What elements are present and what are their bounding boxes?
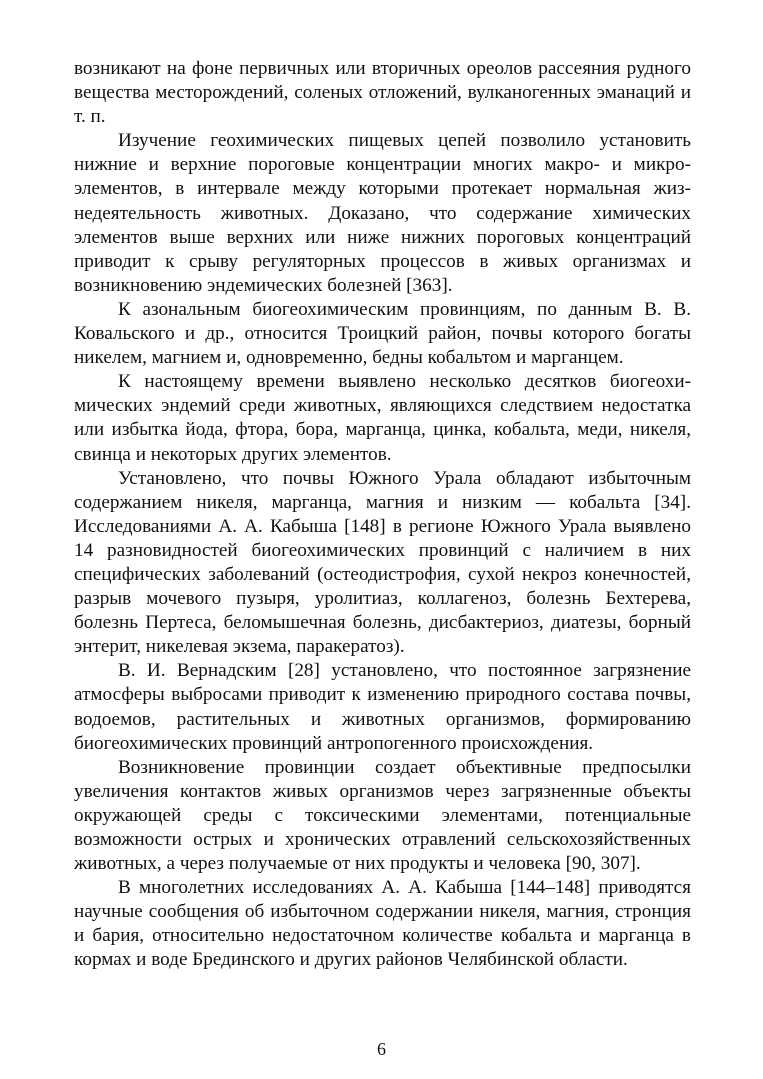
paragraph-4: К настоящему времени выявлено несколько десятков биогеохимических эндемий среди животных, являющихся следствием недостатка или избытка йода, фтора, бора, марганца, цинка, кобальта, меди, никеля, свинца и некоторых других элементов. xyxy=(74,371,691,465)
paragraph-6: В. И. Вернадским [28] установлено, что постоянное загрязнение атмосферы выбросами приводит к изменению природного состава почвы, водоемов, растительных и животных организмов, формированию биогеохимических провинций антропогенного происхождения. xyxy=(74,660,691,754)
paragraph-8: В многолетних исследованиях А. А. Кабыша [144–148] приводятся научные сообщения об избыточном содержании никеля, магния, стронция и бария, относительно недостаточном количестве кобальта и марганца в кормах и воде Брединского и других районов Челябинской области. xyxy=(74,877,691,971)
paragraph-3: К азональным биогеохимическим провинциям, по данным В. В. Ковальского и др., относится Троицкий район, почвы которого богаты никелем, магнием и, одновременно, бедны кобальтом и марганцем. xyxy=(74,298,691,369)
paragraph-5: Установлено, что почвы Южного Урала обладают избыточным содержанием никеля, марганца, магния и низким — кобальта [34]. Исследованиями А. А. Кабыша [148] в регионе Южного Урала выявлено 14 разновидностей биогеохимических провинций с наличием в них специфических заболеваний (остеодистрофия, сухой некроз конечностей, разрыв мочевого пузыря, уролитиаз, коллагеноз, болезнь Бехтерева, болезнь Пертеса, беломышечная болезнь, дисбактериоз, диатезы, борный энтерит, никелевая экзема, паракератоз). xyxy=(74,467,691,658)
page-number: 6 xyxy=(377,1039,386,1059)
paragraph-1: возникают на фоне первичных или вторичных ореолов рассеяния рудного вещества месторождений, соленых отложений, вулканогенных эманаций и т. п. xyxy=(74,58,691,128)
paragraph-2: Изучение геохимических пищевых цепей позволило установить нижние и верхние пороговые концентрации многих макро- и микроэлементов, в интервале между которыми протекает нормальная жизнедеятельность животных. Доказано, что содержание химических элементов выше верхних или ниже нижних пороговых концентраций приводит к срыву регуляторных процессов в живых организмах и возникновению эндемических болезней [363]. xyxy=(74,130,691,296)
page-body xyxy=(74,57,691,973)
paragraph-7: Возникновение провинции создает объективные предпосылки увеличения контактов живых организмов через загрязненные объекты окружающей среды с токсическими элементами, потенциальные возможности острых и хронических отравлений сельскохозяйственных животных, а через получаемые от них продукты и человека [90, 307]. xyxy=(74,756,691,875)
